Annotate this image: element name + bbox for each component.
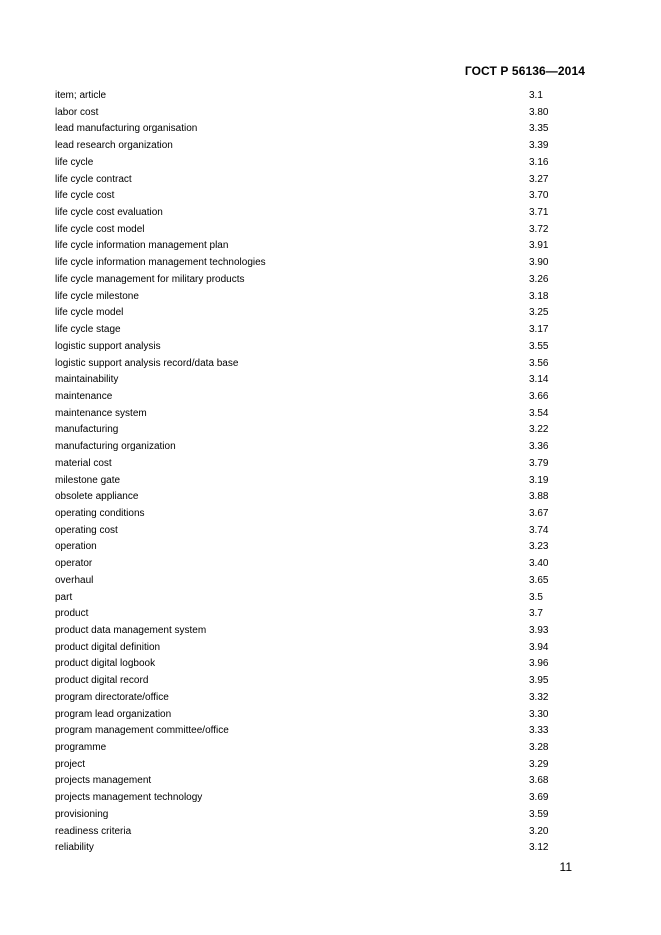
index-clause-ref: 3.95 <box>529 675 549 687</box>
index-term: life cycle model <box>55 307 124 319</box>
index-row <box>55 523 585 540</box>
index-term: maintainability <box>55 374 119 386</box>
index-clause-ref: 3.69 <box>529 792 549 804</box>
index-clause-ref: 3.35 <box>529 123 549 135</box>
index-term: material cost <box>55 457 112 469</box>
index-row <box>55 322 585 339</box>
index-clause-ref: 3.18 <box>529 290 549 302</box>
index-row <box>55 707 585 724</box>
index-term: operation <box>55 541 97 553</box>
document-header-code: ГОСТ Р 56136—2014 <box>464 64 585 78</box>
index-clause-ref: 3.26 <box>529 273 549 285</box>
index-row <box>55 790 585 807</box>
index-clause-ref: 3.65 <box>529 574 549 586</box>
index-clause-ref: 3.91 <box>529 240 549 252</box>
index-clause-ref: 3.19 <box>529 474 549 486</box>
index-clause-ref: 3.12 <box>529 842 549 854</box>
index-clause-ref: 3.68 <box>529 775 549 787</box>
index-term: life cycle milestone <box>55 290 139 302</box>
index-term: logistic support analysis <box>55 340 161 352</box>
index-row <box>55 606 585 623</box>
term-index-list <box>55 88 585 857</box>
index-clause-ref: 3.54 <box>529 407 549 419</box>
index-row <box>55 556 585 573</box>
index-term: product digital record <box>55 675 149 687</box>
index-row <box>55 640 585 657</box>
index-row <box>55 172 585 189</box>
index-clause-ref: 3.56 <box>529 357 549 369</box>
index-clause-ref: 3.39 <box>529 140 549 152</box>
index-row <box>55 138 585 155</box>
index-term: program management committee/office <box>55 725 229 737</box>
index-clause-ref: 3.59 <box>529 808 549 820</box>
index-clause-ref: 3.30 <box>529 708 549 720</box>
index-term: maintenance system <box>55 407 147 419</box>
index-row <box>55 840 585 857</box>
index-clause-ref: 3.29 <box>529 758 549 770</box>
index-row <box>55 489 585 506</box>
page-number: 11 <box>559 860 572 874</box>
index-term: provisioning <box>55 808 109 820</box>
index-term: operating conditions <box>55 507 145 519</box>
index-row <box>55 222 585 239</box>
index-term: manufacturing <box>55 424 119 436</box>
index-term: program directorate/office <box>55 691 169 703</box>
index-row <box>55 372 585 389</box>
index-term: life cycle <box>55 156 94 168</box>
index-clause-ref: 3.67 <box>529 507 549 519</box>
index-row <box>55 740 585 757</box>
index-clause-ref: 3.25 <box>529 307 549 319</box>
index-term: life cycle information management technologies <box>55 257 266 269</box>
index-term: life cycle cost evaluation <box>55 207 163 219</box>
index-term: lead research organization <box>55 140 173 152</box>
index-clause-ref: 3.88 <box>529 491 549 503</box>
index-clause-ref: 3.23 <box>529 541 549 553</box>
index-term: labor cost <box>55 106 99 118</box>
index-row <box>55 757 585 774</box>
index-term: projects management technology <box>55 792 203 804</box>
index-clause-ref: 3.7 <box>529 608 543 620</box>
index-term: product digital definition <box>55 641 161 653</box>
index-term: programme <box>55 742 107 754</box>
index-clause-ref: 3.36 <box>529 441 549 453</box>
index-row <box>55 339 585 356</box>
index-row <box>55 773 585 790</box>
index-row <box>55 272 585 289</box>
index-term: projects management <box>55 775 152 787</box>
index-clause-ref: 3.28 <box>529 742 549 754</box>
index-clause-ref: 3.79 <box>529 457 549 469</box>
index-clause-ref: 3.94 <box>529 641 549 653</box>
index-clause-ref: 3.16 <box>529 156 549 168</box>
index-row <box>55 305 585 322</box>
index-clause-ref: 3.22 <box>529 424 549 436</box>
index-row <box>55 573 585 590</box>
index-term: overhaul <box>55 574 94 586</box>
index-clause-ref: 3.27 <box>529 173 549 185</box>
index-term: milestone gate <box>55 474 121 486</box>
index-row <box>55 406 585 423</box>
index-term: project <box>55 758 86 770</box>
index-row <box>55 422 585 439</box>
index-clause-ref: 3.1 <box>529 90 543 101</box>
index-term: product <box>55 608 89 620</box>
index-clause-ref: 3.40 <box>529 558 549 570</box>
index-clause-ref: 3.33 <box>529 725 549 737</box>
index-row <box>55 506 585 523</box>
index-row <box>55 723 585 740</box>
index-term: obsolete appliance <box>55 491 139 503</box>
index-clause-ref: 3.74 <box>529 524 549 536</box>
index-term: readiness criteria <box>55 825 132 837</box>
index-row <box>55 807 585 824</box>
index-term: maintenance <box>55 390 113 402</box>
index-term: logistic support analysis record/data base <box>55 357 239 369</box>
index-term: product digital logbook <box>55 658 156 670</box>
index-term: program lead organization <box>55 708 172 720</box>
index-clause-ref: 3.17 <box>529 324 549 336</box>
index-clause-ref: 3.90 <box>529 257 549 269</box>
index-row <box>55 121 585 138</box>
index-row <box>55 205 585 222</box>
index-row <box>55 690 585 707</box>
index-row <box>55 238 585 255</box>
index-term: life cycle cost model <box>55 223 145 235</box>
index-term: life cycle stage <box>55 324 121 336</box>
index-row <box>55 824 585 841</box>
index-clause-ref: 3.14 <box>529 374 549 386</box>
index-term: item; article <box>55 90 107 101</box>
index-row <box>55 439 585 456</box>
index-clause-ref: 3.66 <box>529 390 549 402</box>
index-term: product data management system <box>55 625 207 636</box>
index-row <box>55 88 585 105</box>
index-row <box>55 623 585 640</box>
index-row <box>55 255 585 272</box>
index-row <box>55 656 585 673</box>
index-term: life cycle cost <box>55 190 115 202</box>
index-term: life cycle information management plan <box>55 240 229 252</box>
index-row <box>55 155 585 172</box>
index-clause-ref: 3.71 <box>529 207 549 219</box>
index-clause-ref: 3.55 <box>529 340 549 352</box>
index-row <box>55 456 585 473</box>
index-term: life cycle contract <box>55 173 132 185</box>
index-term: reliability <box>55 842 94 854</box>
index-term: life cycle management for military products <box>55 273 245 285</box>
index-term: operator <box>55 558 93 570</box>
index-clause-ref: 3.5 <box>529 591 543 603</box>
index-clause-ref: 3.72 <box>529 223 549 235</box>
index-row <box>55 389 585 406</box>
index-clause-ref: 3.80 <box>529 106 549 118</box>
index-clause-ref: 3.93 <box>529 625 549 636</box>
index-term: part <box>55 591 73 603</box>
index-term: lead manufacturing organisation <box>55 123 198 135</box>
index-row <box>55 289 585 306</box>
index-clause-ref: 3.20 <box>529 825 549 837</box>
index-term: manufacturing organization <box>55 441 176 453</box>
index-row <box>55 590 585 607</box>
index-row <box>55 673 585 690</box>
index-row <box>55 539 585 556</box>
index-clause-ref: 3.96 <box>529 658 549 670</box>
index-row <box>55 105 585 122</box>
index-row <box>55 356 585 373</box>
index-term: operating cost <box>55 524 118 536</box>
index-row <box>55 188 585 205</box>
index-clause-ref: 3.32 <box>529 691 549 703</box>
index-clause-ref: 3.70 <box>529 190 549 202</box>
index-row <box>55 473 585 490</box>
